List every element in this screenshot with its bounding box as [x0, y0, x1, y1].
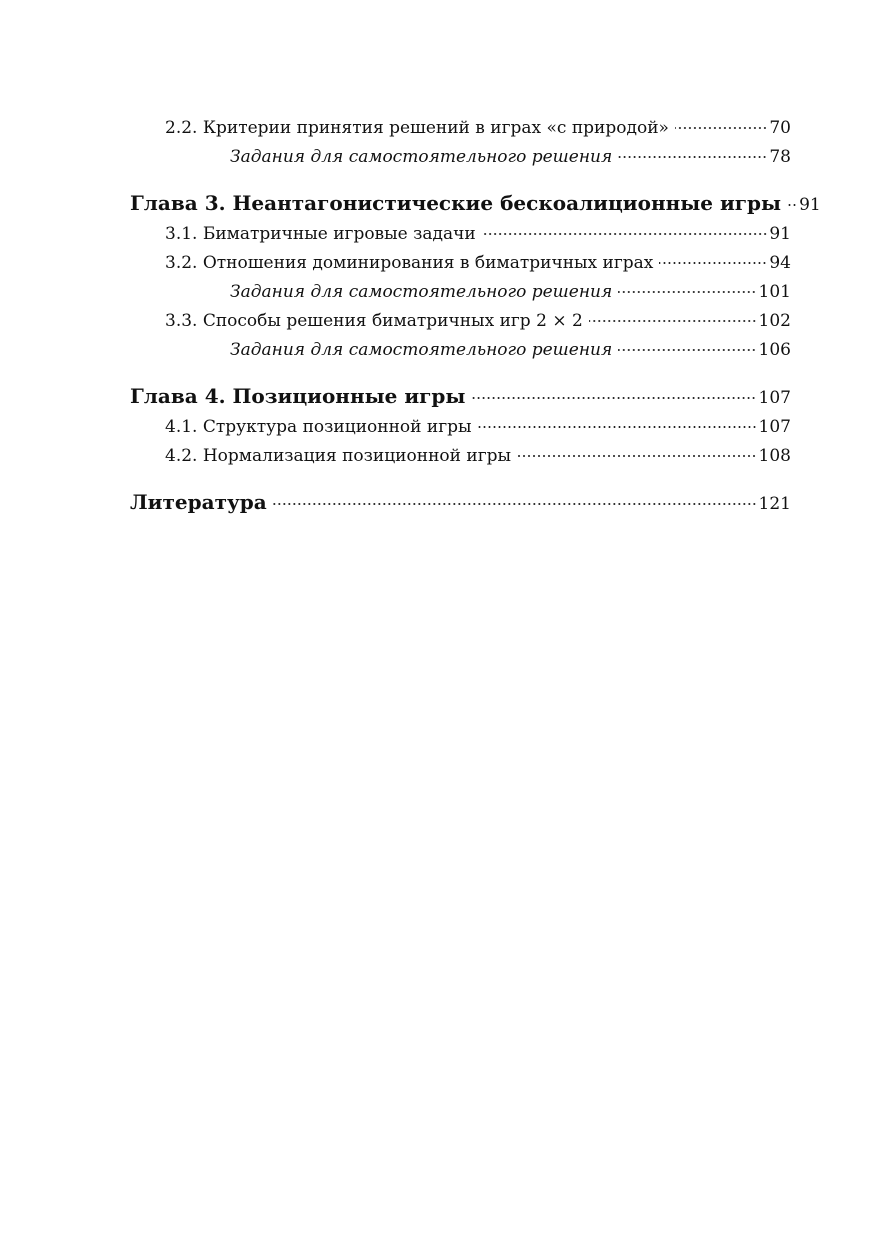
spacer [130, 365, 791, 382]
toc-entry-title: 3.3. Способы решения биматричных игр 2 × 2 [165, 311, 583, 331]
toc-entry-chapter-3[interactable] [130, 189, 821, 220]
dot-leader [471, 397, 756, 399]
dot-leader [618, 291, 756, 293]
spacer [130, 471, 791, 488]
toc-entry-title: 4.2. Нормализация позиционной игры [165, 446, 512, 466]
toc-entry-page: 108 [758, 446, 791, 466]
table-of-contents [130, 114, 821, 519]
toc-entry-title: Литература [130, 490, 267, 514]
toc-entry-section-4-2[interactable] [130, 442, 791, 471]
dot-leader [618, 349, 756, 351]
toc-entry-tasks-3-2[interactable] [130, 278, 791, 307]
toc-entry-title: 2.2. Критерии принятия решений в играх «с природой» [165, 118, 669, 138]
toc-entry-section-3-3[interactable] [130, 307, 791, 336]
toc-entry-title: Задания для самостоятельного решения [230, 282, 613, 302]
toc-entry-title: 4.1. Структура позиционной игры [165, 417, 472, 437]
toc-entry-tasks-ch2[interactable] [130, 143, 791, 172]
toc-entry-page: 102 [758, 311, 791, 331]
toc-entry-page: 91 [769, 224, 791, 244]
spacer [130, 172, 791, 189]
toc-entry-section-3-1[interactable] [130, 220, 791, 249]
toc-entry-page: 107 [758, 388, 791, 408]
toc-entry-page: 70 [769, 118, 791, 138]
toc-entry-title: Глава 3. Неантагонистические бескоалиционные игры [130, 191, 782, 215]
toc-entry-title: Задания для самостоятельного решения [230, 340, 613, 360]
dot-leader [517, 455, 757, 457]
toc-entry-title: 3.1. Биматричные игровые задачи [165, 224, 476, 244]
toc-entry-tasks-3-3[interactable] [130, 336, 791, 365]
toc-entry-page: 121 [758, 494, 791, 514]
toc-entry-page: 94 [769, 253, 791, 273]
dot-leader [478, 426, 757, 428]
toc-entry-chapter-4[interactable] [130, 382, 791, 413]
toc-entry-references[interactable] [130, 488, 791, 519]
toc-entry-title: 3.2. Отношения доминирования в биматричных играх [165, 253, 654, 273]
toc-entry-title: Глава 4. Позиционные игры [130, 384, 466, 408]
toc-entry-page: 101 [758, 282, 791, 302]
toc-entry-section-2-2[interactable] [130, 114, 791, 143]
toc-entry-page: 107 [758, 417, 791, 437]
dot-leader [482, 233, 768, 235]
dot-leader [618, 156, 767, 158]
toc-entry-section-3-2[interactable] [130, 249, 791, 278]
toc-entry-page: 78 [769, 147, 791, 167]
dot-leader [589, 320, 757, 322]
dot-leader [675, 127, 767, 129]
dot-leader [787, 204, 797, 206]
toc-entry-title: Задания для самостоятельного решения [230, 147, 613, 167]
toc-entry-section-4-1[interactable] [130, 413, 791, 442]
toc-entry-page: 106 [758, 340, 791, 360]
toc-entry-page: 91 [799, 195, 821, 215]
dot-leader [273, 503, 757, 505]
dot-leader [659, 262, 767, 264]
